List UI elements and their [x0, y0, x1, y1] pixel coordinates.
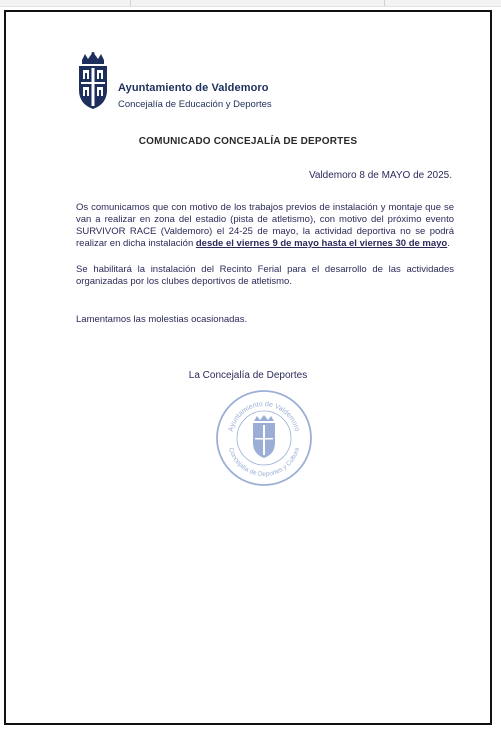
paragraph-notice-dates: desde el viernes 9 de mayo hasta el viernes 30 de mayo [195, 238, 448, 249]
paragraph-alternative-venue: Se habilitará la instalación del Recinto Ferial para el desarrollo de las actividades organizadas por los clubes deportivos de atletismo. [76, 264, 454, 287]
viewer-top-bar [0, 0, 501, 7]
document-page [4, 10, 492, 725]
seal-top-text: Ayuntamiento de Valdemoro [227, 400, 301, 433]
document-title: COMUNICADO CONCEJALÍA DE DEPORTES [138, 136, 358, 147]
paragraph-notice-text: Os comunicamos que con motivo de los trabajos previos de instalación y montaje que se van a realizar en zona del estadio (pista de atletismo), con motivo del próximo evento SURVIVOR RACE (Valdemoro) el 24-25 de mayo, la actividad deportiva no se podrá realizar en dicha instalación [76, 202, 454, 249]
header-brand [118, 82, 272, 110]
viewer-divider [130, 0, 131, 6]
document-date: Valdemoro 8 de MAYO de 2025. [308, 170, 452, 181]
paragraph-notice-end: . [447, 238, 450, 249]
seal-bottom-text: Concejalía de Deportes y Cultura [226, 446, 301, 479]
signature-line: La Concejalía de Deportes [188, 370, 308, 381]
department-name: Concejalía de Educación y Deportes [118, 99, 272, 110]
paragraph-apology: Lamentamos las molestias ocasionadas. [76, 314, 248, 325]
viewer-divider [384, 0, 385, 6]
valdemoro-coat-of-arms-logo [76, 52, 110, 110]
paragraph-notice [76, 202, 454, 250]
official-stamp-seal [214, 388, 314, 488]
organization-name: Ayuntamiento de Valdemoro [118, 82, 269, 94]
